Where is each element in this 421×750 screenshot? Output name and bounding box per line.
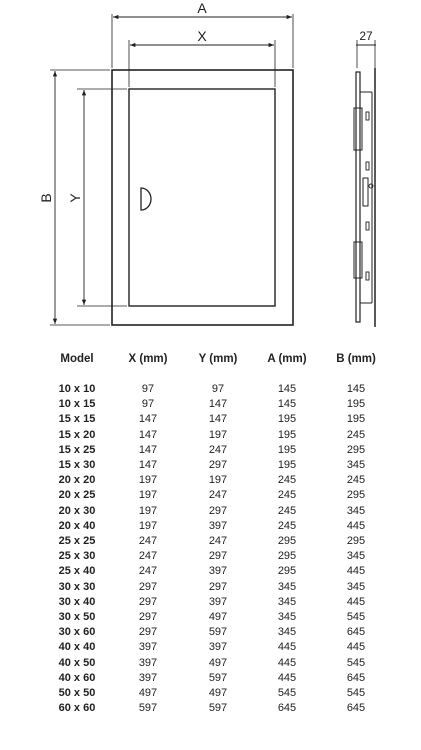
table-row [40,397,392,412]
table-row [40,686,392,701]
dimension-cell: 645 [346,626,366,639]
dimension-cell: 145 [346,383,366,395]
table-row [40,671,392,686]
model-cell: 15 x 30 [58,459,96,472]
dimension-cell: 397 [208,565,228,578]
dimension-cell: 145 [277,398,297,411]
model-cell: 25 x 40 [58,565,96,578]
dimension-cell: 247 [138,550,158,563]
header-gap [40,370,392,382]
dimension-cell: 497 [208,611,228,624]
dimension-cell: 297 [138,580,158,593]
dimension-cell: 397 [138,656,158,669]
model-cell: 30 x 30 [58,580,96,593]
dimension-cell: 345 [346,580,366,593]
dimension-cell: 297 [208,459,228,472]
dimension-cell: 545 [346,656,366,669]
table-row [40,701,392,716]
dimension-cell: 397 [208,641,228,654]
dimension-cell: 597 [208,702,228,715]
table-row [40,473,392,488]
model-cell: 60 x 60 [58,702,96,715]
model-cell: 15 x 15 [58,413,96,426]
column-header: B (mm) [336,353,376,365]
front-view [112,70,293,325]
dimension-cell: 247 [208,535,228,548]
dimension-cell: 497 [208,687,228,700]
dimension-cell: 295 [346,535,366,548]
dimension-cell: 645 [346,671,366,684]
model-cell: 10 x 15 [58,398,96,411]
table-row [40,564,392,579]
dimension-cell: 295 [277,535,297,548]
dimension-cell: 195 [346,413,366,426]
dimension-cell: 197 [208,428,228,441]
dimension-cell: 445 [346,565,366,578]
dimension-cell: 97 [141,398,155,411]
table-row [40,382,392,397]
dimension-cell: 397 [138,641,158,654]
dimension-cell: 295 [277,550,297,563]
extension-lines [50,14,293,325]
dimension-cell: 445 [277,641,297,654]
dim-b-label: B [38,193,54,203]
model-cell: 15 x 25 [58,443,96,456]
table-header-row [40,348,392,370]
table-row [40,595,392,610]
dimension-cell: 497 [208,656,228,669]
dimension-cell: 195 [277,428,297,441]
table-row [40,443,392,458]
dimension-cell: 97 [141,383,155,395]
table-row [40,640,392,655]
table-row [40,504,392,519]
dimension-cell: 195 [277,443,297,456]
dimension-cell: 297 [138,611,158,624]
dimension-cell: 245 [346,474,366,487]
dimension-cell: 147 [138,459,158,472]
dimension-cell: 345 [277,595,297,608]
dimension-cell: 345 [346,504,366,517]
dimension-cell: 345 [346,459,366,472]
dimension-cell: 247 [208,443,228,456]
dimension-cell: 195 [346,398,366,411]
dimension-cell: 597 [138,702,158,715]
dimension-cell: 297 [138,626,158,639]
dimension-cell: 445 [277,656,297,669]
model-cell: 30 x 50 [58,611,96,624]
dimension-cell: 147 [138,428,158,441]
table-row [40,534,392,549]
dimension-cell: 247 [138,535,158,548]
dim-depth-label: 27 [359,29,373,43]
table-row [40,549,392,564]
dimension-cell: 445 [346,595,366,608]
dimension-cell: 147 [208,398,228,411]
dimension-cell: 397 [138,671,158,684]
dimension-cell: 497 [138,687,158,700]
model-cell: 10 x 10 [58,383,96,395]
dimension-cell: 645 [277,702,297,715]
dimension-cell: 295 [277,565,297,578]
table-row [40,610,392,625]
dimension-cell: 197 [138,519,158,532]
dimension-cell: 245 [346,428,366,441]
dimension-cell: 597 [208,626,228,639]
dimension-cell: 195 [277,459,297,472]
dimension-cell: 245 [277,519,297,532]
dimension-cell: 97 [211,383,225,395]
column-header: X (mm) [128,353,168,365]
dimension-cell: 597 [208,671,228,684]
dimension-cell: 297 [138,595,158,608]
model-cell: 25 x 25 [58,535,96,548]
table-row [40,625,392,640]
dimension-cell: 145 [277,383,297,395]
table-row [40,519,392,534]
table-row [40,458,392,473]
dimension-cell: 147 [138,413,158,426]
dimension-cell: 545 [277,687,297,700]
column-header: A (mm) [267,353,307,365]
model-cell: 40 x 40 [58,641,96,654]
column-header: Model [60,353,94,365]
model-cell: 50 x 50 [58,687,96,700]
dimension-cell: 397 [208,519,228,532]
dim-y-label: Y [67,193,83,203]
dimension-cell: 545 [346,611,366,624]
dimension-cell: 397 [208,595,228,608]
model-cell: 20 x 20 [58,474,96,487]
model-cell: 25 x 30 [58,550,96,563]
dimension-cell: 295 [346,443,366,456]
dimension-cell: 147 [208,413,228,426]
dimension-cell: 197 [138,489,158,502]
table-row [40,656,392,671]
outer-frame [112,70,293,325]
dimension-cell: 195 [277,413,297,426]
side-view [354,40,376,327]
model-cell: 20 x 25 [58,489,96,502]
dimension-cell: 445 [346,641,366,654]
dimension-cell: 197 [138,504,158,517]
technical-drawing [0,0,421,340]
dimension-cell: 297 [208,550,228,563]
dimension-cell: 645 [346,702,366,715]
dimension-cell: 345 [346,550,366,563]
model-cell: 30 x 60 [58,626,96,639]
spec-table [40,348,392,716]
column-header: Y (mm) [198,353,238,365]
dimension-lines [55,17,292,324]
dim-x-label: X [197,28,207,44]
dimension-cell: 445 [277,671,297,684]
dimension-cell: 345 [277,580,297,593]
dimension-cell: 147 [138,443,158,456]
table-row [40,580,392,595]
model-cell: 15 x 20 [58,428,96,441]
dimension-cell: 297 [208,504,228,517]
finger-pull [141,188,151,210]
dimension-cell: 197 [138,474,158,487]
dimension-cell: 247 [138,565,158,578]
table-row [40,488,392,503]
table-row [40,412,392,427]
model-cell: 20 x 40 [58,519,96,532]
model-cell: 30 x 40 [58,595,96,608]
dimension-cell: 297 [208,580,228,593]
dimension-cell: 245 [277,489,297,502]
model-cell: 20 x 30 [58,504,96,517]
model-cell: 40 x 60 [58,671,96,684]
model-cell: 40 x 50 [58,656,96,669]
dimension-cell: 295 [346,489,366,502]
dim-a-label: A [197,0,207,16]
table-row [40,428,392,443]
dimension-cell: 545 [346,687,366,700]
dimension-cell: 245 [277,474,297,487]
dimension-cell: 345 [277,626,297,639]
dimension-cell: 445 [346,519,366,532]
table-body [40,370,392,716]
dimension-cell: 345 [277,611,297,624]
dimension-cell: 247 [208,489,228,502]
dimension-cell: 197 [208,474,228,487]
dimension-cell: 245 [277,504,297,517]
